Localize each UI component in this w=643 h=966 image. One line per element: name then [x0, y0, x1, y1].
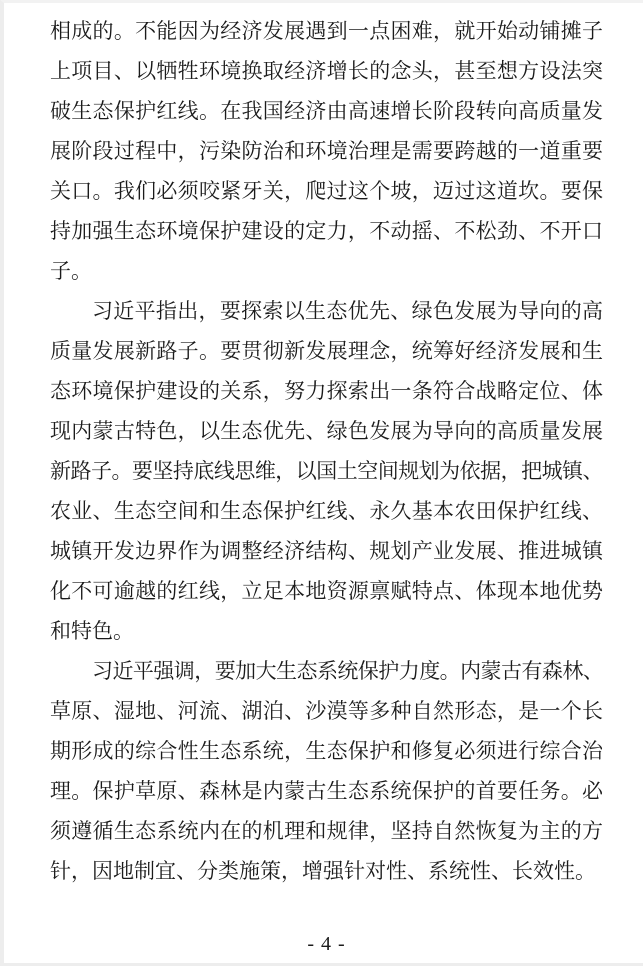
text-line: 展阶段过程中，污染防治和环境治理是需要跨越的一道重要 — [50, 139, 603, 163]
text-line: 须遵循生态系统内在的机理和规律，坚持自然恢复为主的方 — [50, 819, 603, 843]
text-line: 城镇开发边界作为调整经济结构、规划产业发展、推进城镇 — [50, 539, 603, 563]
text-line: 理。保护草原、森林是内蒙古生态系统保护的首要任务。必 — [50, 779, 603, 803]
paragraph-3 — [50, 651, 603, 891]
text-line: 新路子。要坚持底线思维，以国土空间规划为依据，把城镇、 — [50, 459, 603, 483]
text-line: 现内蒙古特色，以生态优先、绿色发展为导向的高质量发展 — [50, 419, 603, 443]
paragraph-2 — [50, 291, 603, 651]
text-line: 质量发展新路子。要贯彻新发展理念，统筹好经济发展和生 — [50, 339, 603, 363]
paragraph-1 — [50, 11, 603, 291]
text-line: 持加强生态环境保护建设的定力，不动摇、不松劲、不开口 — [50, 219, 603, 243]
text-line: 相成的。不能因为经济发展遇到一点困难，就开始动铺摊子 — [50, 19, 603, 43]
page-number: - 4 - — [307, 933, 346, 955]
text-line: 农业、生态空间和生态保护红线、永久基本农田保护红线、 — [50, 499, 603, 523]
text-line: 草原、湿地、河流、湖泊、沙漠等多种自然形态，是一个长 — [50, 699, 603, 723]
text-line: 习近平指出，要探索以生态优先、绿色发展为导向的高 — [92, 299, 603, 323]
text-line: 和特色。 — [50, 619, 134, 643]
text-line: 破生态保护红线。在我国经济由高速增长阶段转向高质量发 — [50, 99, 603, 123]
text-line: 关口。我们必须咬紧牙关，爬过这个坡，迈过这道坎。要保 — [50, 179, 603, 203]
body-text — [50, 11, 603, 891]
text-line: 习近平强调，要加大生态系统保护力度。内蒙古有森林、 — [92, 659, 604, 683]
text-line: 子。 — [50, 259, 92, 283]
text-line: 化不可逾越的红线，立足本地资源禀赋特点、体现本地优势 — [50, 579, 603, 603]
text-line: 期形成的综合性生态系统，生态保护和修复必须进行综合治 — [50, 739, 603, 763]
text-line: 上项目、以牺牲环境换取经济增长的念头，甚至想方设法突 — [50, 59, 603, 83]
text-line: 针，因地制宜、分类施策，增强针对性、系统性、长效性。 — [50, 859, 596, 883]
page-footer — [50, 933, 603, 956]
text-line: 态环境保护建设的关系，努力探索出一条符合战略定位、体 — [50, 379, 603, 403]
